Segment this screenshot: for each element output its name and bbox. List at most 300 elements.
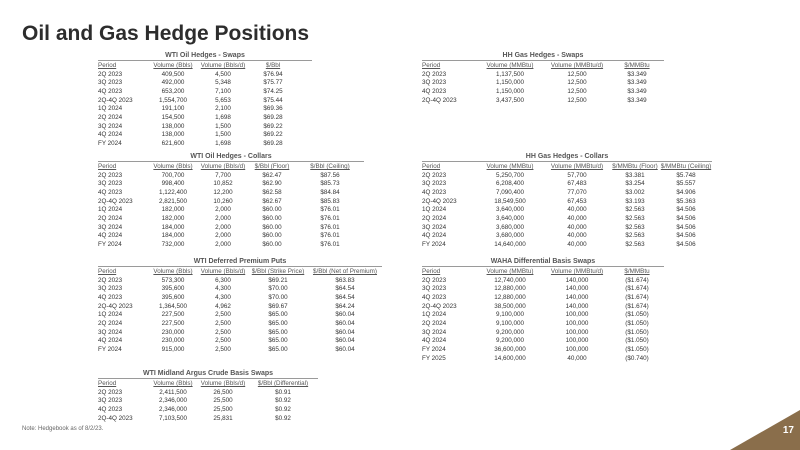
value-cell: 7,700 <box>215 171 231 179</box>
column-header: $/Bbl (Ceiling) <box>310 162 350 170</box>
table-row <box>98 139 298 148</box>
value-cell: $69.28 <box>263 140 283 148</box>
value-cell: $62.58 <box>262 188 282 196</box>
period-cell: FY 2024 <box>98 346 122 354</box>
value-cell: 40,000 <box>567 232 587 240</box>
period-cell: 3Q 2023 <box>422 180 447 188</box>
column-header: Period <box>422 162 441 170</box>
value-cell: 6,300 <box>215 276 231 284</box>
value-cell: $60.04 <box>335 319 355 327</box>
table-row <box>98 205 364 214</box>
table-row <box>98 96 298 105</box>
table-row <box>98 113 298 122</box>
value-cell: 395,600 <box>161 285 185 293</box>
value-cell: 998,400 <box>161 180 185 188</box>
period-cell: 4Q 2024 <box>98 131 123 139</box>
header-row <box>98 61 298 70</box>
value-cell: 100,000 <box>565 328 589 336</box>
value-cell: ($1.050) <box>625 346 649 354</box>
table-row <box>422 276 664 285</box>
table-row <box>422 188 712 197</box>
data-table <box>422 162 712 249</box>
page-number: 17 <box>782 425 794 436</box>
value-cell: 2,500 <box>215 311 231 319</box>
data-table <box>98 379 318 422</box>
table-title: WTI Deferred Premium Puts <box>98 258 382 267</box>
value-cell: $75.77 <box>263 79 283 87</box>
value-cell: $85.73 <box>320 180 340 188</box>
value-cell: 6,208,400 <box>495 180 524 188</box>
column-header: Volume (MMBtu) <box>486 267 534 275</box>
column-header: Period <box>98 379 117 387</box>
value-cell: $4.506 <box>676 206 696 214</box>
value-cell: $3.193 <box>625 197 645 205</box>
value-cell: 12,500 <box>567 70 587 78</box>
table-row <box>98 78 298 87</box>
table-row <box>422 293 664 302</box>
value-cell: 2,821,500 <box>158 197 187 205</box>
value-cell: 1,698 <box>215 113 231 121</box>
value-cell: $60.00 <box>262 241 282 249</box>
value-cell: 7,103,500 <box>158 414 187 422</box>
period-cell: 2Q 2024 <box>422 319 447 327</box>
value-cell: 2,346,000 <box>158 397 187 405</box>
value-cell: 77,070 <box>567 188 587 196</box>
period-cell: 2Q-4Q 2023 <box>422 302 457 310</box>
period-cell: 4Q 2024 <box>422 232 447 240</box>
value-cell: $69.36 <box>263 105 283 113</box>
value-cell: 40,000 <box>567 223 587 231</box>
value-cell: $75.44 <box>263 96 283 104</box>
value-cell: $5.557 <box>676 180 696 188</box>
period-cell: 1Q 2024 <box>422 311 447 319</box>
value-cell: 1,364,500 <box>158 302 187 310</box>
data-table <box>422 267 664 363</box>
value-cell: $69.67 <box>268 302 288 310</box>
period-cell: 4Q 2024 <box>422 337 447 345</box>
column-header: Period <box>98 162 117 170</box>
period-cell: 1Q 2024 <box>422 206 447 214</box>
value-cell: $0.92 <box>275 414 291 422</box>
value-cell: $74.25 <box>263 87 283 95</box>
column-header: Period <box>98 61 117 69</box>
table-row <box>422 319 664 328</box>
data-table <box>98 162 364 249</box>
column-header: Volume (MMBtu) <box>486 61 534 69</box>
value-cell: 138,000 <box>161 122 185 130</box>
value-cell: 12,500 <box>567 87 587 95</box>
header-row <box>422 61 664 70</box>
period-cell: 3Q 2023 <box>422 79 447 87</box>
table-title: WTI Oil Hedges - Collars <box>98 153 364 162</box>
value-cell: $76.01 <box>320 214 340 222</box>
gas-swaps-table-block <box>422 52 664 104</box>
value-cell: 26,500 <box>213 388 233 396</box>
table-row <box>422 70 664 79</box>
value-cell: 36,600,000 <box>494 346 526 354</box>
value-cell: 12,880,000 <box>494 293 526 301</box>
value-cell: 9,100,000 <box>495 311 524 319</box>
table-row <box>422 179 712 188</box>
value-cell: 700,700 <box>161 171 185 179</box>
value-cell: $2.563 <box>625 241 645 249</box>
column-header: $/Bbl (Net of Premium) <box>312 267 378 275</box>
value-cell: 1,500 <box>215 131 231 139</box>
value-cell: $76.01 <box>320 241 340 249</box>
value-cell: 732,000 <box>161 241 185 249</box>
value-cell: 395,600 <box>161 293 185 301</box>
value-cell: $64.24 <box>335 302 355 310</box>
period-cell: 4Q 2023 <box>422 188 447 196</box>
column-header: Volume (Bbls) <box>153 162 193 170</box>
table-row <box>422 223 712 232</box>
table-row <box>422 87 664 96</box>
value-cell: $65.00 <box>268 311 288 319</box>
waha-table-block <box>422 258 664 363</box>
value-cell: 100,000 <box>565 319 589 327</box>
column-header: $/Bbl (Differential) <box>257 379 309 387</box>
period-cell: FY 2024 <box>422 241 446 249</box>
value-cell: $69.28 <box>263 113 283 121</box>
value-cell: 1,698 <box>215 140 231 148</box>
value-cell: 1,122,400 <box>158 188 187 196</box>
value-cell: 38,500,000 <box>494 302 526 310</box>
value-cell: $4.906 <box>676 188 696 196</box>
value-cell: ($1.050) <box>625 337 649 345</box>
table-title: WAHA Differential Basis Swaps <box>422 258 664 267</box>
value-cell: 4,962 <box>215 302 231 310</box>
table-row <box>98 293 382 302</box>
value-cell: $60.04 <box>335 328 355 336</box>
value-cell: $76.01 <box>320 232 340 240</box>
value-cell: 1,150,000 <box>495 79 524 87</box>
value-cell: 1,150,000 <box>495 87 524 95</box>
value-cell: $65.00 <box>268 328 288 336</box>
column-header: Volume (MMBtu) <box>486 162 534 170</box>
period-cell: 2Q 2024 <box>98 214 123 222</box>
value-cell: $60.04 <box>335 311 355 319</box>
value-cell: $60.04 <box>335 337 355 345</box>
period-cell: 2Q-4Q 2023 <box>422 197 457 205</box>
table-title: WTI Oil Hedges - Swaps <box>98 52 312 61</box>
table-row <box>98 284 382 293</box>
gas-collars-table-block <box>422 153 712 249</box>
value-cell: 2,000 <box>215 223 231 231</box>
value-cell: 191,100 <box>161 105 185 113</box>
value-cell: $0.91 <box>275 388 291 396</box>
value-cell: 14,600,000 <box>494 354 526 362</box>
period-cell: FY 2025 <box>422 354 446 362</box>
basis-table-block <box>98 370 318 422</box>
period-cell: 2Q 2023 <box>422 171 447 179</box>
value-cell: ($1.674) <box>625 302 649 310</box>
value-cell: 492,000 <box>161 79 185 87</box>
value-cell: 184,000 <box>161 232 185 240</box>
table-row <box>422 310 664 319</box>
table-row <box>422 171 712 180</box>
value-cell: $2.563 <box>625 232 645 240</box>
value-cell: 57,700 <box>567 171 587 179</box>
column-header: Volume (Bbls/d) <box>200 379 246 387</box>
value-cell: 3,680,000 <box>495 232 524 240</box>
value-cell: 4,300 <box>215 285 231 293</box>
column-header: $/MMBtu <box>624 267 650 275</box>
value-cell: 2,000 <box>215 214 231 222</box>
value-cell: $87.56 <box>320 171 340 179</box>
value-cell: $2.563 <box>625 214 645 222</box>
column-header: Volume (Bbls) <box>153 267 193 275</box>
table-row <box>98 414 318 423</box>
value-cell: $4.506 <box>676 232 696 240</box>
value-cell: $76.94 <box>263 70 283 78</box>
value-cell: 40,000 <box>567 241 587 249</box>
value-cell: $63.83 <box>335 276 355 284</box>
table-row <box>422 284 664 293</box>
value-cell: 2,000 <box>215 232 231 240</box>
value-cell: $0.92 <box>275 397 291 405</box>
column-header: Period <box>98 267 117 275</box>
table-row <box>98 70 298 79</box>
value-cell: ($1.674) <box>625 276 649 284</box>
period-cell: 1Q 2024 <box>98 105 123 113</box>
page-title: Oil and Gas Hedge Positions <box>22 22 310 45</box>
value-cell: $3.349 <box>627 70 647 78</box>
column-header: $/Bbl <box>265 61 281 69</box>
value-cell: 2,000 <box>215 206 231 214</box>
value-cell: $69.22 <box>263 122 283 130</box>
period-cell: 2Q 2024 <box>422 214 447 222</box>
value-cell: 7,090,400 <box>495 188 524 196</box>
value-cell: 3,680,000 <box>495 223 524 231</box>
table-row <box>98 122 298 131</box>
value-cell: 40,000 <box>567 206 587 214</box>
period-cell: 3Q 2023 <box>98 397 123 405</box>
value-cell: 2,411,500 <box>159 388 187 396</box>
table-row <box>98 302 382 311</box>
table-row <box>98 131 298 140</box>
value-cell: $3.381 <box>625 171 645 179</box>
value-cell: ($0.740) <box>625 354 649 362</box>
period-cell: 4Q 2023 <box>422 87 447 95</box>
header-row <box>422 267 664 276</box>
value-cell: $2.563 <box>625 206 645 214</box>
value-cell: 100,000 <box>565 337 589 345</box>
value-cell: 653,200 <box>161 87 185 95</box>
table-row <box>422 328 664 337</box>
value-cell: 12,200 <box>213 188 233 196</box>
value-cell: 573,300 <box>161 276 185 284</box>
column-header: $/Bbl (Strike Price) <box>251 267 305 275</box>
value-cell: $3.254 <box>625 180 645 188</box>
column-header: Volume (MMBtu/d) <box>550 267 604 275</box>
value-cell: $64.54 <box>335 293 355 301</box>
value-cell: 2,000 <box>215 241 231 249</box>
value-cell: 227,500 <box>161 319 185 327</box>
period-cell: FY 2024 <box>98 140 122 148</box>
table-title: HH Gas Hedges - Swaps <box>422 52 664 61</box>
value-cell: 9,200,000 <box>495 337 524 345</box>
table-row <box>98 240 364 249</box>
period-cell: FY 2024 <box>422 346 446 354</box>
value-cell: 40,000 <box>567 214 587 222</box>
table-row <box>98 319 382 328</box>
table-row <box>98 310 382 319</box>
value-cell: 3,640,000 <box>495 206 524 214</box>
period-cell: 2Q-4Q 2023 <box>98 302 133 310</box>
value-cell: $69.21 <box>268 276 288 284</box>
value-cell: $76.01 <box>320 206 340 214</box>
value-cell: 40,000 <box>567 354 587 362</box>
value-cell: 140,000 <box>565 276 589 284</box>
column-header: Volume (MMBtu/d) <box>550 162 604 170</box>
value-cell: 140,000 <box>565 285 589 293</box>
table-row <box>98 405 318 414</box>
value-cell: 100,000 <box>565 311 589 319</box>
value-cell: 100,000 <box>565 346 589 354</box>
header-row <box>98 379 318 388</box>
value-cell: $85.83 <box>320 197 340 205</box>
value-cell: 2,500 <box>215 319 231 327</box>
column-header: Volume (Bbls) <box>153 61 193 69</box>
table-row <box>98 171 364 180</box>
value-cell: 10,852 <box>213 180 233 188</box>
period-cell: 2Q-4Q 2023 <box>98 197 133 205</box>
period-cell: 2Q-4Q 2023 <box>98 96 133 104</box>
period-cell: FY 2024 <box>98 241 122 249</box>
value-cell: 25,831 <box>213 414 233 422</box>
period-cell: 2Q 2023 <box>422 276 447 284</box>
period-cell: 3Q 2023 <box>98 285 123 293</box>
puts-table-block <box>98 258 382 354</box>
value-cell: $4.506 <box>676 241 696 249</box>
value-cell: $62.47 <box>262 171 282 179</box>
period-cell: 3Q 2024 <box>98 122 123 130</box>
table-row <box>422 96 664 105</box>
value-cell: $70.00 <box>268 285 288 293</box>
value-cell: $70.00 <box>268 293 288 301</box>
period-cell: 1Q 2024 <box>98 206 123 214</box>
column-header: Volume (MMBtu/d) <box>550 61 604 69</box>
value-cell: 140,000 <box>565 302 589 310</box>
value-cell: $60.00 <box>262 232 282 240</box>
value-cell: 915,000 <box>161 346 185 354</box>
table-row <box>422 345 664 354</box>
value-cell: 14,640,000 <box>494 241 526 249</box>
oil-collars-table-block <box>98 153 364 249</box>
data-table <box>98 61 298 148</box>
oil-swaps-table-block <box>98 52 312 148</box>
table-row <box>422 78 664 87</box>
data-table <box>98 267 382 354</box>
period-cell: 4Q 2023 <box>98 293 123 301</box>
value-cell: 12,500 <box>567 79 587 87</box>
value-cell: 7,100 <box>215 87 231 95</box>
value-cell: 12,880,000 <box>494 285 526 293</box>
value-cell: 25,500 <box>213 405 233 413</box>
column-header: Volume (Bbls/d) <box>200 162 246 170</box>
column-header: $/Bbl (Floor) <box>254 162 290 170</box>
value-cell: 12,500 <box>567 96 587 104</box>
value-cell: $62.67 <box>262 197 282 205</box>
value-cell: $3.349 <box>627 79 647 87</box>
period-cell: 1Q 2024 <box>98 311 123 319</box>
value-cell: 67,453 <box>567 197 587 205</box>
value-cell: $64.54 <box>335 285 355 293</box>
value-cell: $65.00 <box>268 337 288 345</box>
value-cell: 9,200,000 <box>495 328 524 336</box>
value-cell: $84.84 <box>320 188 340 196</box>
value-cell: 140,000 <box>565 293 589 301</box>
value-cell: 1,137,500 <box>495 70 524 78</box>
table-row <box>98 396 318 405</box>
value-cell: $3.002 <box>625 188 645 196</box>
value-cell: 182,000 <box>161 214 185 222</box>
value-cell: 227,500 <box>161 311 185 319</box>
value-cell: ($1.050) <box>625 311 649 319</box>
column-header: Volume (Bbls/d) <box>200 61 246 69</box>
value-cell: $2.563 <box>625 223 645 231</box>
value-cell: ($1.674) <box>625 285 649 293</box>
value-cell: $62.90 <box>262 180 282 188</box>
period-cell: 2Q 2023 <box>98 276 123 284</box>
period-cell: 2Q 2023 <box>98 388 123 396</box>
value-cell: 4,300 <box>215 293 231 301</box>
value-cell: $60.00 <box>262 214 282 222</box>
value-cell: 3,640,000 <box>495 214 524 222</box>
table-row <box>98 104 298 113</box>
column-header: Volume (Bbls) <box>153 379 193 387</box>
table-title: WTI Midland Argus Crude Basis Swaps <box>98 370 318 379</box>
value-cell: 2,346,000 <box>158 405 187 413</box>
value-cell: $5.748 <box>676 171 696 179</box>
value-cell: 182,000 <box>161 206 185 214</box>
value-cell: $69.22 <box>263 131 283 139</box>
period-cell: 4Q 2023 <box>422 293 447 301</box>
value-cell: 4,500 <box>215 70 231 78</box>
header-row <box>98 267 382 276</box>
value-cell: ($1.674) <box>625 293 649 301</box>
value-cell: 5,348 <box>215 79 231 87</box>
table-row <box>98 345 382 354</box>
value-cell: 184,000 <box>161 223 185 231</box>
value-cell: $3.349 <box>627 87 647 95</box>
value-cell: 18,549,500 <box>494 197 526 205</box>
value-cell: $65.00 <box>268 319 288 327</box>
table-row <box>98 232 364 241</box>
period-cell: 3Q 2024 <box>422 223 447 231</box>
value-cell: 621,600 <box>161 140 185 148</box>
column-header: $/MMBtu (Floor) <box>612 162 658 170</box>
value-cell: 1,500 <box>215 122 231 130</box>
period-cell: 3Q 2023 <box>98 180 123 188</box>
table-title: HH Gas Hedges - Collars <box>422 153 712 162</box>
value-cell: $3.349 <box>627 96 647 104</box>
value-cell: 3,437,500 <box>495 96 524 104</box>
value-cell: 230,000 <box>161 328 185 336</box>
header-row <box>98 162 364 171</box>
value-cell: $4.506 <box>676 223 696 231</box>
period-cell: 2Q 2024 <box>98 113 123 121</box>
table-row <box>98 214 364 223</box>
value-cell: ($1.050) <box>625 328 649 336</box>
value-cell: 1,554,700 <box>158 96 187 104</box>
column-header: $/MMBtu <box>624 61 650 69</box>
period-cell: 3Q 2024 <box>422 328 447 336</box>
table-row <box>422 240 712 249</box>
value-cell: 12,740,000 <box>494 276 526 284</box>
table-row <box>98 87 298 96</box>
table-row <box>422 232 712 241</box>
